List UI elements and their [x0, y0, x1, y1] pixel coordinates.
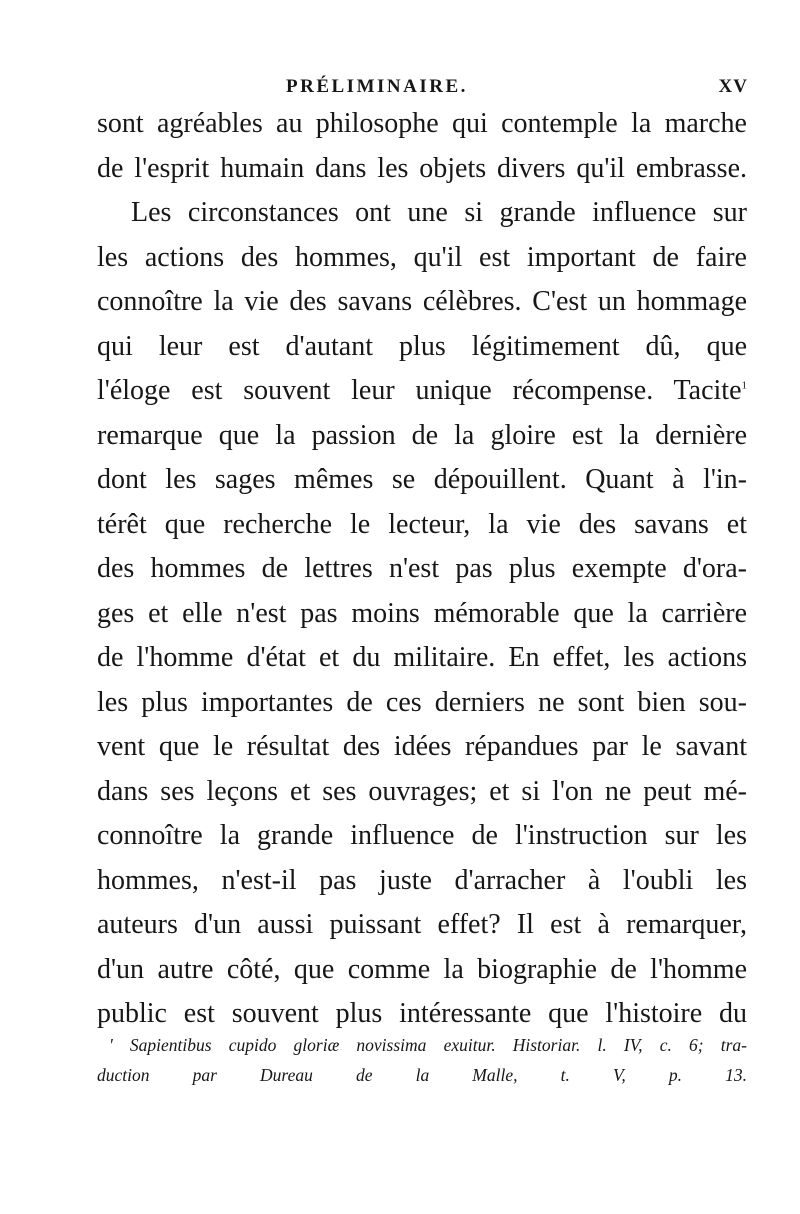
text-line: d'un autre côté, que comme la biographie de l'homme — [97, 953, 747, 985]
text-line: de l'esprit humain dans les objets divers qu'il embrasse. — [97, 152, 747, 184]
text-line: les plus importantes de ces derniers ne sont bien sou- — [97, 686, 747, 718]
text-line: public est souvent plus intéressante que l'histoire du — [97, 998, 747, 1029]
text-line: ges et elle n'est pas moins mémorable que la carrière — [97, 597, 747, 629]
text-line: les actions des hommes, qu'il est important de faire — [97, 241, 747, 273]
running-title: PRÉLIMINAIRE. — [286, 76, 468, 97]
text-line: térêt que recherche le lecteur, la vie des savans et — [97, 508, 747, 540]
text-line: remarque que la passion de la gloire est la dernière — [97, 419, 747, 451]
text-line: sont agréables au philosophe qui contemple la marche — [97, 108, 747, 139]
text-line: hommes, n'est-il pas juste d'arracher à l'oubli les — [97, 864, 747, 896]
page-number: XV — [718, 76, 748, 97]
main-text — [97, 102, 747, 1037]
text-line: qui leur est d'autant plus légitimement dû, que — [97, 330, 747, 362]
text-line: de l'homme d'état et du militaire. En effet, les actions — [97, 642, 747, 673]
footnote-line: duction par Dureau de la Malle, t. V, p. 13. — [97, 1065, 747, 1085]
text-line: dans ses leçons et ses ouvrages; et si l'on ne peut mé- — [97, 775, 747, 807]
footnote-text: Sapientibus cupido gloriæ novissima exuitur. Historiar. l. IV, c. 6; tra- — [129, 1035, 747, 1055]
text-line: connoître la grande influence de l'instruction sur les — [97, 820, 747, 851]
text-line-content: l'éloge est souvent leur unique récompense. Tacite — [97, 375, 742, 406]
text-line: auteurs d'un aussi puissant effet? Il est à remarquer, — [97, 909, 747, 940]
footnote-marker: ' — [109, 1035, 113, 1055]
text-line: connoître la vie des savans célèbres. C'est un hommage — [97, 286, 747, 317]
footnotes — [97, 1030, 747, 1090]
text-line: Les circonstances ont une si grande influence sur — [131, 197, 747, 228]
footnote-marker: 1 — [741, 379, 747, 392]
text-line: dont les sages mêmes se dépouillent. Quant à l'in- — [97, 464, 747, 495]
text-line: vent que le résultat des idées répandues par le savant — [97, 731, 747, 762]
footnote-line — [97, 1030, 747, 1060]
text-line: des hommes de lettres n'est pas plus exempte d'ora- — [97, 553, 747, 584]
text-line — [97, 369, 747, 414]
